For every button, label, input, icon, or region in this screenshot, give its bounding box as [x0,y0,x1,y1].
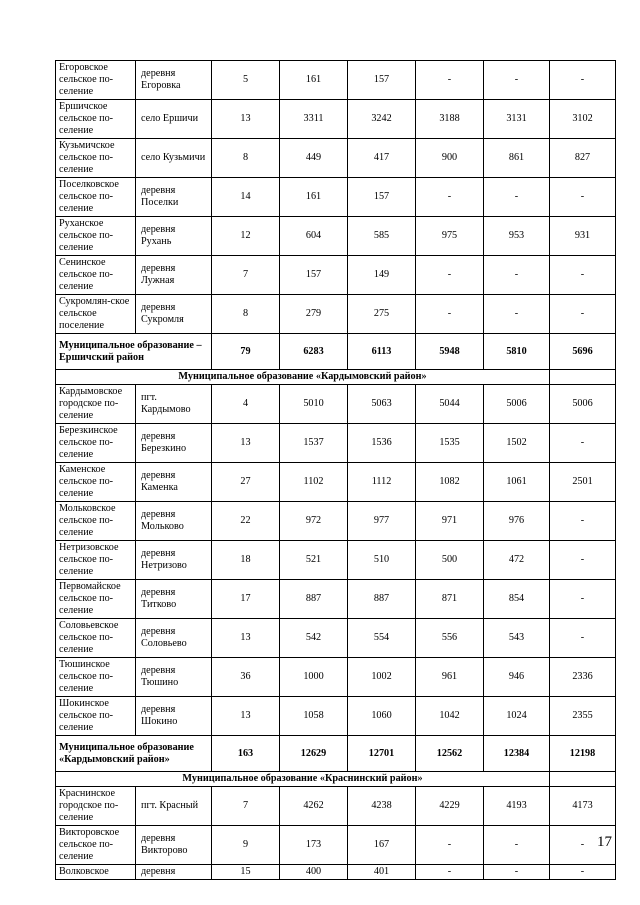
value-cell: 1082 [416,463,484,502]
value-cell: 161 [280,61,348,100]
settlement-name: Нетризовское сельское по-селение [56,541,136,580]
settlement-name: Соловьевское сельское по-селение [56,619,136,658]
value-cell: 13 [212,100,280,139]
settlement-name: Шокинское сельское по-селение [56,697,136,736]
value-cell: 9 [212,826,280,865]
value-cell: 4238 [348,787,416,826]
value-cell: 542 [280,619,348,658]
value-cell: 6283 [280,334,348,370]
value-cell: 827 [550,139,616,178]
table-row [56,502,616,541]
table-row [56,826,616,865]
value-cell: 1060 [348,697,416,736]
value-cell: 1102 [280,463,348,502]
table-row [56,295,616,334]
center-locality: деревня Каменка [136,463,212,502]
value-cell: 157 [348,61,416,100]
value-cell: - [416,178,484,217]
value-cell: 7 [212,256,280,295]
value-cell: 79 [212,334,280,370]
settlement-name: Тюшинское сельское по-селение [56,658,136,697]
value-cell: 3242 [348,100,416,139]
value-cell: 15 [212,865,280,880]
center-locality: деревня Нетризово [136,541,212,580]
value-cell: 5 [212,61,280,100]
value-cell: 2336 [550,658,616,697]
table-row [56,139,616,178]
value-cell: 1536 [348,424,416,463]
center-locality: деревня [136,865,212,880]
section-title: Муниципальное образование «Кардымовский район» [56,370,550,385]
value-cell: 13 [212,424,280,463]
value-cell: 5810 [484,334,550,370]
value-cell: 12629 [280,736,348,772]
value-cell: - [416,61,484,100]
value-cell: - [550,865,616,880]
table-row [56,256,616,295]
value-cell: 401 [348,865,416,880]
value-cell: - [484,826,550,865]
value-cell: - [550,541,616,580]
value-cell: 3311 [280,100,348,139]
value-cell: 975 [416,217,484,256]
value-cell: 1042 [416,697,484,736]
value-cell: 449 [280,139,348,178]
value-cell: 8 [212,295,280,334]
table-row [56,100,616,139]
center-locality: пгт. Кардымово [136,385,212,424]
value-cell: 961 [416,658,484,697]
total-row [56,334,616,370]
value-cell: 510 [348,541,416,580]
value-cell: - [416,256,484,295]
value-cell: 1002 [348,658,416,697]
value-cell: 275 [348,295,416,334]
value-cell: 5006 [484,385,550,424]
value-cell: 1535 [416,424,484,463]
center-locality: деревня Лужная [136,256,212,295]
value-cell: 5010 [280,385,348,424]
table-row [56,619,616,658]
value-cell: 12198 [550,736,616,772]
center-locality: деревня Рухань [136,217,212,256]
value-cell: 5696 [550,334,616,370]
value-cell: 4193 [484,787,550,826]
value-cell: 161 [280,178,348,217]
center-locality: деревня Березкино [136,424,212,463]
settlement-name: Кардымовское городское по-селение [56,385,136,424]
value-cell: 13 [212,697,280,736]
value-cell: 13 [212,619,280,658]
value-cell: 1061 [484,463,550,502]
table-row [56,178,616,217]
value-cell: 2501 [550,463,616,502]
table-row [56,385,616,424]
value-cell: 22 [212,502,280,541]
table-row [56,61,616,100]
center-locality: пгт. Красный [136,787,212,826]
value-cell: 4229 [416,787,484,826]
value-cell: 12 [212,217,280,256]
value-cell: 946 [484,658,550,697]
value-cell: - [550,619,616,658]
value-cell: - [550,61,616,100]
center-locality: село Ершичи [136,100,212,139]
value-cell: 1537 [280,424,348,463]
value-cell: 173 [280,826,348,865]
value-cell: - [550,826,616,865]
settlement-name: Первомайское сельское по-селение [56,580,136,619]
value-cell: 3102 [550,100,616,139]
value-cell: 1024 [484,697,550,736]
value-cell: 900 [416,139,484,178]
value-cell: - [550,580,616,619]
value-cell: 500 [416,541,484,580]
value-cell: 871 [416,580,484,619]
settlement-name: Сенинское сельское по-селение [56,256,136,295]
value-cell: 417 [348,139,416,178]
value-cell: - [416,295,484,334]
value-cell: 12701 [348,736,416,772]
value-cell: 167 [348,826,416,865]
value-cell: 36 [212,658,280,697]
settlement-name: Волковское [56,865,136,880]
settlement-name: Мольковское сельское по-селение [56,502,136,541]
settlement-name: Ершичское сельское по-селение [56,100,136,139]
center-locality: деревня Соловьево [136,619,212,658]
settlement-name: Муниципальное образование – Ершичский район [56,334,212,370]
value-cell: - [550,178,616,217]
section-header-row [56,370,616,385]
value-cell: 3131 [484,100,550,139]
value-cell: 854 [484,580,550,619]
value-cell: 279 [280,295,348,334]
settlement-name: Краснинское городское по-селение [56,787,136,826]
value-cell: 18 [212,541,280,580]
value-cell: 521 [280,541,348,580]
section-title: Муниципальное образование «Краснинский район» [56,772,550,787]
value-cell: 585 [348,217,416,256]
value-cell: 12562 [416,736,484,772]
table-row [56,463,616,502]
center-locality: деревня Сукромля [136,295,212,334]
value-cell: 3188 [416,100,484,139]
empty-cell [550,370,616,385]
value-cell: 931 [550,217,616,256]
value-cell: - [484,256,550,295]
table-row [56,424,616,463]
value-cell: 472 [484,541,550,580]
center-locality: деревня Егоровка [136,61,212,100]
table-row [56,217,616,256]
value-cell: 400 [280,865,348,880]
value-cell: - [484,295,550,334]
value-cell: - [484,865,550,880]
table-row [56,787,616,826]
value-cell: - [416,826,484,865]
settlement-name: Поселковское сельское по-селение [56,178,136,217]
total-row [56,736,616,772]
value-cell: 14 [212,178,280,217]
value-cell: - [416,865,484,880]
value-cell: 4 [212,385,280,424]
value-cell: 157 [280,256,348,295]
value-cell: - [550,295,616,334]
value-cell: 12384 [484,736,550,772]
value-cell: 5044 [416,385,484,424]
center-locality: деревня Викторово [136,826,212,865]
table-row [56,658,616,697]
value-cell: 972 [280,502,348,541]
value-cell: 5063 [348,385,416,424]
value-cell: - [484,61,550,100]
value-cell: 149 [348,256,416,295]
settlement-name: Березкинское сельское по-селение [56,424,136,463]
table-body [56,61,616,880]
page-number: 17 [597,834,612,850]
value-cell: 27 [212,463,280,502]
settlement-name: Кузьмичское сельское по-селение [56,139,136,178]
value-cell: 8 [212,139,280,178]
value-cell: 971 [416,502,484,541]
settlement-name: Каменское сельское по-селение [56,463,136,502]
value-cell: 17 [212,580,280,619]
value-cell: 4262 [280,787,348,826]
value-cell: 556 [416,619,484,658]
table-row [56,697,616,736]
center-locality: деревня Мольково [136,502,212,541]
document-page [55,60,615,880]
value-cell: 861 [484,139,550,178]
value-cell: - [550,256,616,295]
value-cell: 2355 [550,697,616,736]
empty-cell [550,772,616,787]
center-locality: село Кузьмичи [136,139,212,178]
value-cell: - [484,178,550,217]
center-locality: деревня Поселки [136,178,212,217]
value-cell: 1058 [280,697,348,736]
settlement-name: Сукромлян-ское сельское поселение [56,295,136,334]
table-row [56,580,616,619]
population-table [55,60,616,880]
value-cell: - [550,502,616,541]
value-cell: 4173 [550,787,616,826]
value-cell: 977 [348,502,416,541]
value-cell: 604 [280,217,348,256]
value-cell: 887 [280,580,348,619]
settlement-name: Егоровское сельское по-селение [56,61,136,100]
section-header-row [56,772,616,787]
value-cell: 1000 [280,658,348,697]
value-cell: 157 [348,178,416,217]
value-cell: 5948 [416,334,484,370]
value-cell: 543 [484,619,550,658]
center-locality: деревня Титково [136,580,212,619]
value-cell: 887 [348,580,416,619]
value-cell: 976 [484,502,550,541]
value-cell: 1502 [484,424,550,463]
value-cell: 6113 [348,334,416,370]
table-row [56,865,616,880]
value-cell: 7 [212,787,280,826]
settlement-name: Викторовское сельское по-селение [56,826,136,865]
value-cell: 163 [212,736,280,772]
value-cell: 953 [484,217,550,256]
table-row [56,541,616,580]
settlement-name: Руханское сельское по-селение [56,217,136,256]
settlement-name: Муниципальное образование «Кардымовский район» [56,736,212,772]
value-cell: 5006 [550,385,616,424]
center-locality: деревня Шокино [136,697,212,736]
value-cell: 554 [348,619,416,658]
value-cell: - [550,424,616,463]
value-cell: 1112 [348,463,416,502]
center-locality: деревня Тюшино [136,658,212,697]
